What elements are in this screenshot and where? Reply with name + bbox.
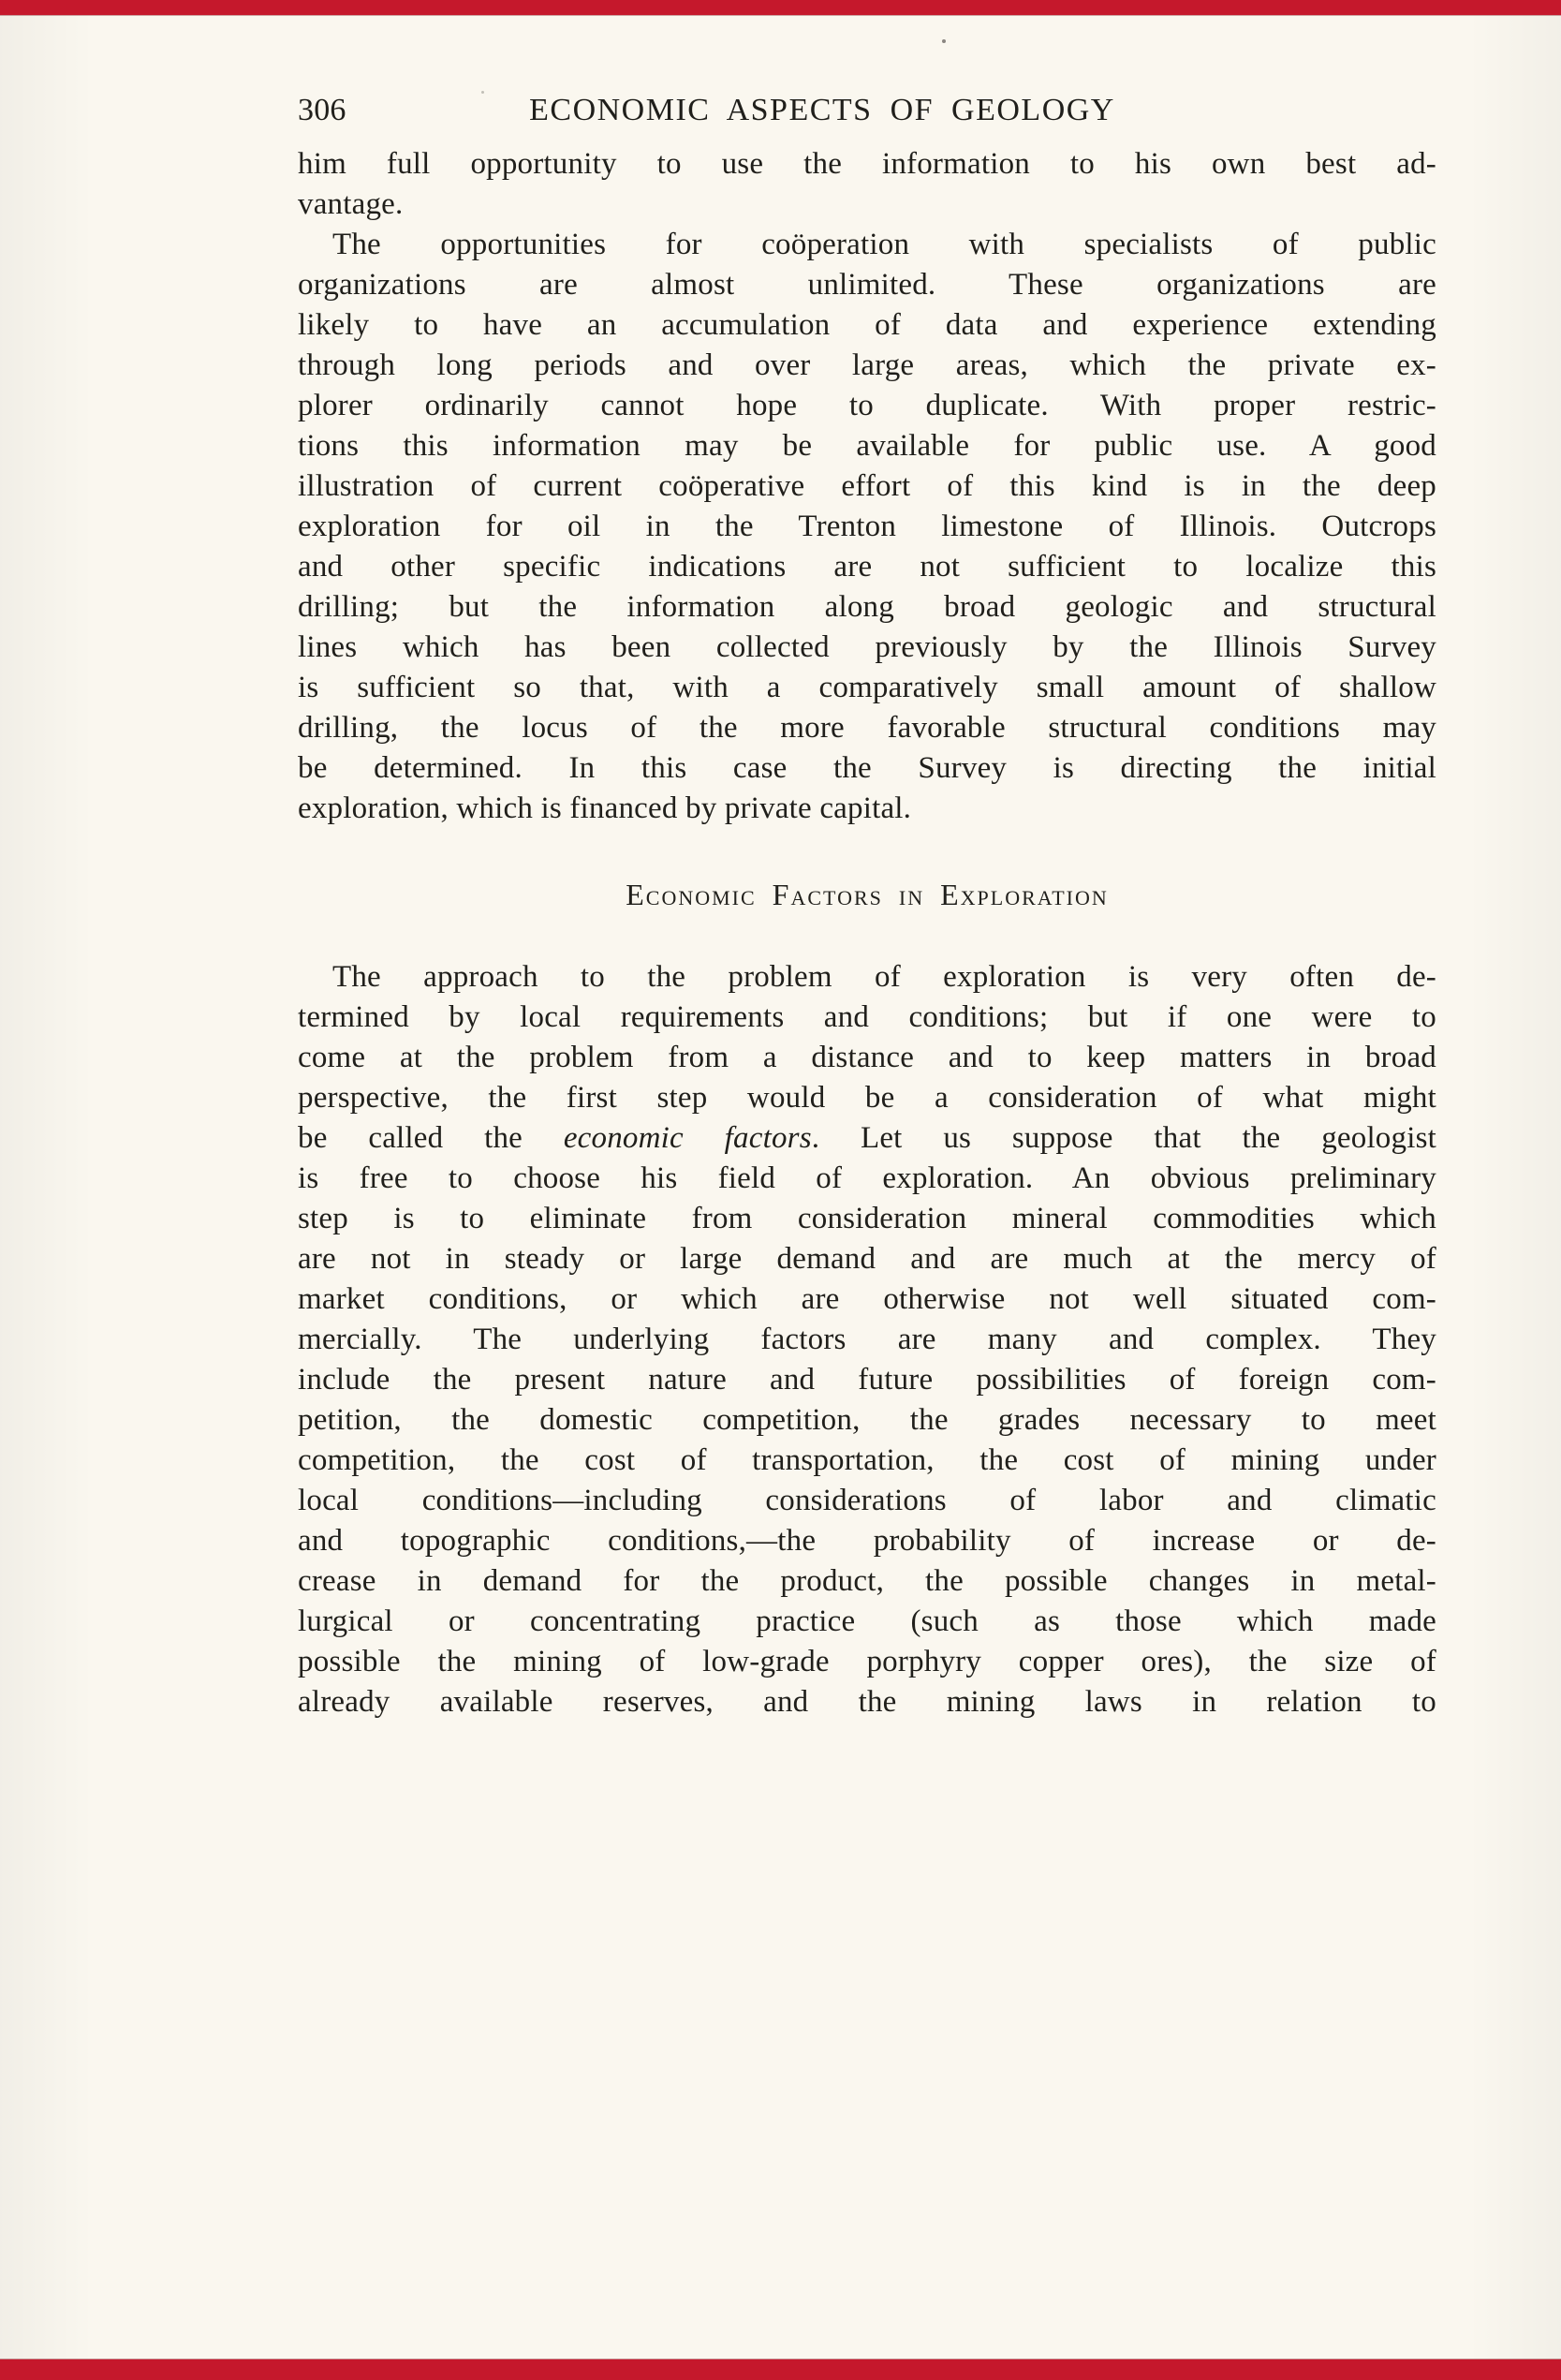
text-line: drilling; but the information along broad geologic and structural [298,590,1436,624]
text-line: and other specific indications are not sufficient to localize this [298,550,1436,584]
scan-speck [942,39,946,43]
text-line: The approach to the problem of exploration is very often de- [332,960,1436,994]
section-heading: Economic Factors in Exploration [626,878,1109,911]
scan-bottom-edge [0,2359,1561,2380]
text-line: perspective, the first step would be a consideration of what might [298,1081,1436,1115]
text-line: is free to choose his field of exploration. An obvious preliminary [298,1161,1436,1195]
text-line: local conditions—including considerations of labor and climatic [298,1484,1436,1517]
text-line: are not in steady or large demand and are much at the mercy of [298,1242,1436,1276]
paragraph-3-lines-a [298,957,1436,1118]
text-line: include the present nature and future possibilities of foreign com- [298,1363,1436,1397]
text-line: organizations are almost unlimited. These organizations are [298,268,1436,302]
text-line: come at the problem from a distance and to keep matters in broad [298,1041,1436,1074]
text-line: lines which has been collected previously by the Illinois Survey [298,630,1436,664]
text-line: is sufficient so that, with a comparatively small amount of shallow [298,671,1436,704]
page-header [298,90,1436,131]
text-line: step is to eliminate from consideration mineral commodities which [298,1202,1436,1235]
text-line: The opportunities for coöperation with specialists of public [332,228,1436,261]
text-line: mercially. The underlying factors are many and complex. They [298,1323,1436,1356]
text-block [298,90,1436,1722]
paragraph-3 [298,957,1436,1722]
text-line: drilling, the locus of the more favorable structural conditions may [298,711,1436,745]
text-line: illustration of current coöperative effort of this kind is in the deep [298,469,1436,503]
text-line: likely to have an accumulation of data and experience extending [298,308,1436,342]
text-line: tions this information may be available for public use. A good [298,429,1436,463]
paragraph-2 [298,225,1436,829]
italic-phrase: economic factors [563,1121,812,1155]
text-line: termined by local requirements and conditions; but if one were to [298,1000,1436,1034]
text-line: lurgical or concentrating practice (such as those which made [298,1604,1436,1638]
text-line: plorer ordinarily cannot hope to duplicate. With proper restric- [298,389,1436,422]
page-number: 306 [298,93,346,127]
text-line: exploration for oil in the Trenton limestone of Illinois. Outcrops [298,510,1436,543]
text-line: possible the mining of low-grade porphyry copper ores), the size of [298,1645,1436,1678]
running-title: ECONOMIC ASPECTS OF GEOLOGY [529,93,1115,127]
text-line: market conditions, or which are otherwise not well situated com- [298,1282,1436,1316]
text-segment: . Let us suppose that the geologist [811,1121,1436,1155]
text-line: petition, the domestic competition, the grades necessary to meet [298,1403,1436,1437]
paragraph-1 [298,144,1436,225]
text-line: through long periods and over large areas, which the private ex- [298,348,1436,382]
text-line: competition, the cost of transportation, the cost of mining under [298,1443,1436,1477]
text-line: exploration, which is financed by private capital. [298,791,912,825]
text-line: be determined. In this case the Survey is directing the initial [298,751,1436,785]
text-line: and topographic conditions,—the probability of increase or de- [298,1524,1436,1558]
paragraph-3-lines-b [298,1159,1436,1722]
text-segment: be called the [298,1121,564,1155]
text-line: vantage. [298,187,404,221]
text-line: already available reserves, and the mining laws in relation to [298,1685,1436,1719]
text-line: crease in demand for the product, the possible changes in metal- [298,1564,1436,1598]
text-line [298,1118,1436,1159]
text-line: him full opportunity to use the information to his own best ad- [298,147,1436,181]
scan-top-edge [0,0,1561,15]
